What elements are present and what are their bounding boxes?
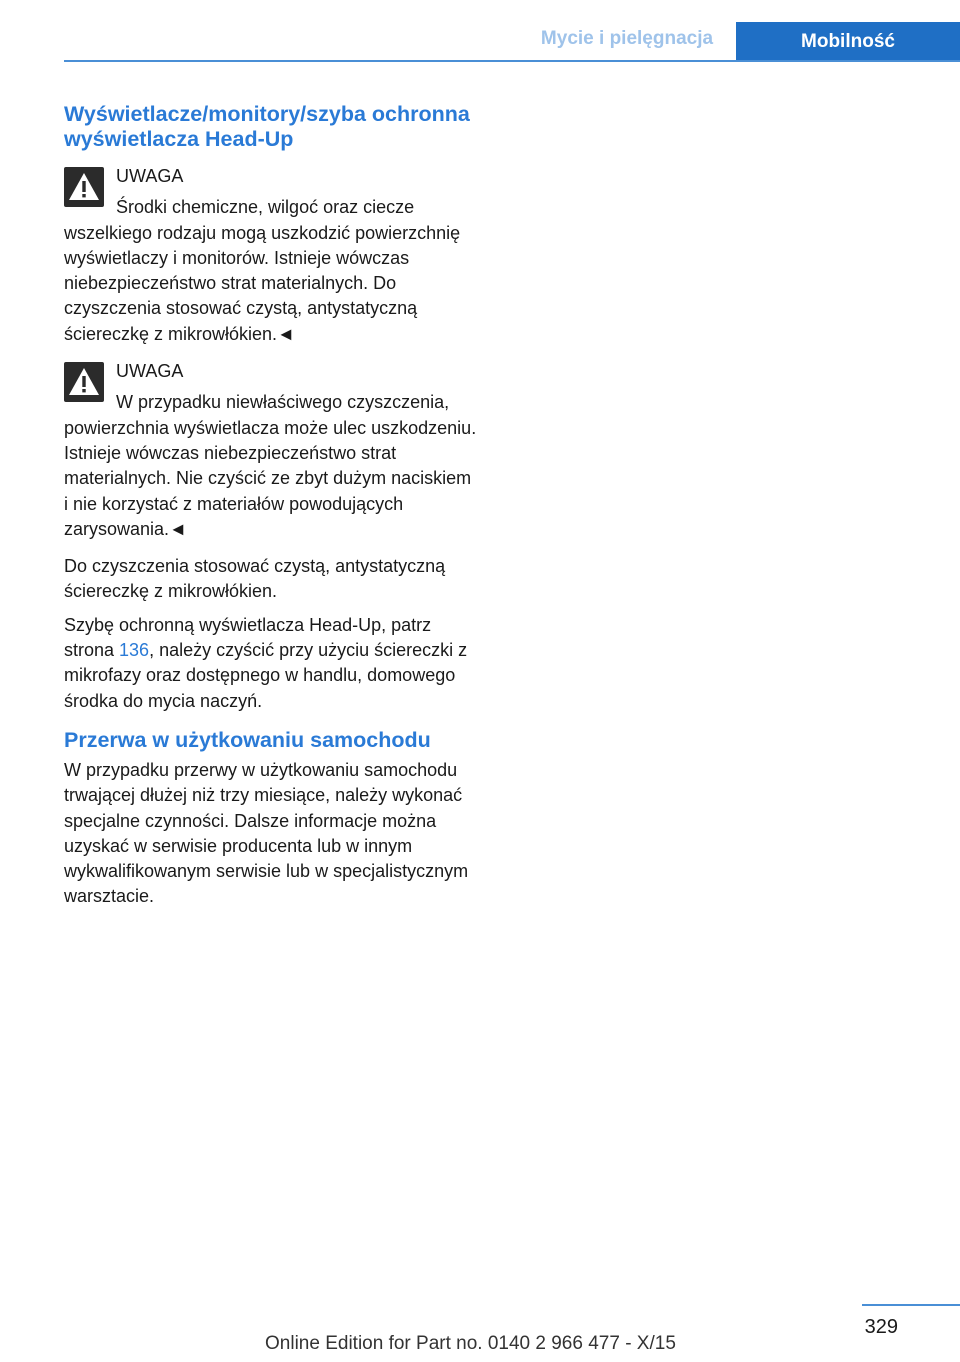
- warning-title: UWAGA: [116, 166, 184, 186]
- page-number: 329: [864, 1316, 898, 1338]
- page-content: [64, 102, 480, 918]
- warning-triangle-icon: [64, 362, 104, 402]
- warning-text: Środki chemiczne, wilgoć oraz ciecze wszelkiego rodzaju mogą uszkodzić powierzchnię wyświetlaczy i monitorów. Istnieje wówczas niebezpieczeństwo strat materialnych. Do czyszczenia stosować czystą, antystatyczną ściereczkę z mikrowłókien.◄: [64, 197, 461, 344]
- header-section-title: Mycie i pielęgnacja: [540, 28, 714, 49]
- warning-block-2: [64, 359, 480, 542]
- warning-text: W przypadku niewłaściwego czyszczenia, powierzchnia wyświetlacza może ulec uszkodzeniu. Istnieje wówczas niebezpieczeństwo strat materialnych. Nie czyścić ze zbyt dużym naciskiem i nie korzystać z materiałów powodujących zarysowania.◄: [64, 392, 477, 539]
- paragraph-text: , należy czyścić przy użyciu ściereczki z mikrofazy oraz dostępnego w handlu, domowego środka do mycia naczyń.: [64, 640, 468, 711]
- page-header: [0, 0, 960, 62]
- heading-displays: Wyświetlacze/monitory/szyba ochronna wyświetlacza Head-Up: [64, 102, 470, 151]
- page-reference-link[interactable]: 136: [119, 640, 150, 661]
- warning-triangle-icon: [64, 167, 104, 207]
- paragraph-cleaning: Do czyszczenia stosować czystą, antystatyczną ściereczkę z mikrowłókien.: [64, 556, 446, 602]
- paragraph-storage: W przypadku przerwy w użytkowaniu samochodu trwającej dłużej niż trzy miesiące, należy wykonać specjalne czynności. Dalsze informacje można uzyskać w serwisie producenta lub w innym wykwalifikowanym serwisie lub w specjalistycznym warsztacie.: [64, 759, 469, 907]
- paragraph-text: Szybę ochronną wyświetlacza Head-Up, patrz strona: [64, 614, 432, 661]
- paragraph-head-up: [64, 613, 480, 714]
- header-chapter-tab: Mobilność: [736, 22, 960, 62]
- warning-block-1: [64, 164, 480, 347]
- warning-title: UWAGA: [116, 361, 184, 382]
- heading-storage: Przerwa w użytkowaniu samochodu: [64, 727, 431, 752]
- header-rule: [64, 60, 960, 62]
- footer-edition: Online Edition for Part no. 0140 2 966 477 - X/15: [265, 1333, 676, 1354]
- footer-rule: [862, 1304, 960, 1306]
